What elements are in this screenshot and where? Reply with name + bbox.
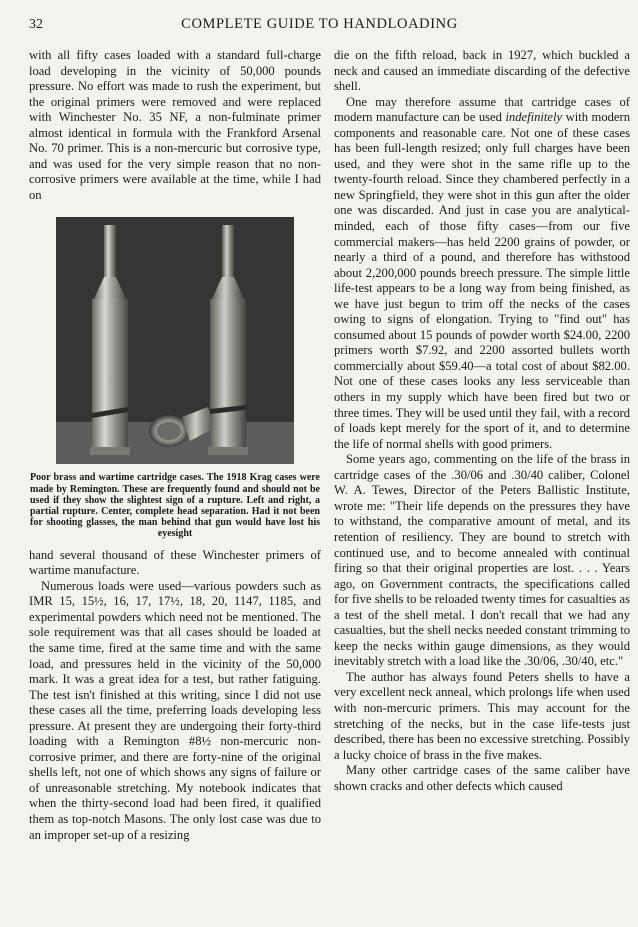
running-head: COMPLETE GUIDE TO HANDLOADING	[181, 16, 458, 32]
paragraph: The author has always found Peters shells to have a very excellent neck anneal, which prolongs life when used with non-mercuric primers. This may account for the stretching of the necks, but in the case life-tests just described, there has been no excessive stretching. Possibly a lucky choice of brass in the five makes.	[334, 669, 630, 762]
paragraph: with all fifty cases loaded with a standard full-charge load developing in the vicinity of 50,000 pounds pressure. No effort was made to rush the experiment, but the original primers were removed and were replaced with Winchester No. 35 NF, a non-fulminate primer almost identical in formula with the Frankford Arsenal No. 70 primer. This is a non-mercuric but corrosive type, and was used for the very simple reason that no non-corrosive primers were available at the time, while I had on	[29, 48, 321, 202]
paragraph: Many other cartridge cases of the same caliber have shown cracks and other defects which caused	[334, 763, 630, 793]
paragraph: Numerous loads were used—various powders such as IMR 15, 15½, 16, 17, 17½, 18, 20, 1147, 1185, and experimental powders which need not be mentioned. The sole requirement was that all cases should be loaded at the same time, fired at the same time and with the same load, and pressures held in the vicinity of the 50,000 mark. It was a great idea for a test, but rather fatiguing. The test isn't finished at this writing, since I did not use these cases all the time, preferring loads developing less pressure. At present they are undergoing their forty-third loading with a Remington #8½ non-mercuric non-corrosive primer, and there are forty-nine of the original shells left, not one of which shows any signs of failure or of unreasonable stretching. My notebook indicates that when the thirty-second load had been fired, it qualified them as top-notch Masons. The only lost case was due to an improper set-up of a resizing	[29, 578, 321, 842]
paragraph-text: One may therefore assume that cartridge cases of modern manufacture can be used	[334, 94, 630, 125]
paragraph	[334, 95, 630, 453]
paragraph: die on the fifth reload, back in 1927, which buckled a neck and caused an immediate discarding of the defective shell.	[334, 48, 630, 94]
right-column	[334, 48, 630, 794]
paragraph-text: with modern components and reasonable care. Not one of these cases has been full-length resized; only full charges have been used, and they were shot in the same rifle up to the twenty-fourth reload. Since they chambered perfectly in a new Springfield, they were shot in this gun after the older one was discarded. And just in case you are analytical-minded, each of those fifty cases—from our five commercial makers—has held 2200 grains of powder, or nearly a third of a pound, and therefore has withstood about 2,200,000 pounds breech pressure. The simple little life-test appears to be a long way from being finished, as we have just begun to trim off the necks of the cases owing to signs of elongation. Trying to "find out" has consumed about 15 pounds of powder worth $24.00, 2200 primers worth $7.92, and 2200 assorted bullets worth commercially about $59.40—a total cost of about $82.00. Not one of these cases looks any less serviceable than others in my supply which have been fired but two or three times. They will be used until they fail, with a record of loads kept merely for the sport of it, and to determine the life of normal shells with good primers.	[334, 110, 630, 451]
emphasis: indefinitely	[505, 110, 563, 125]
left-column	[29, 48, 321, 843]
paragraph: hand several thousand of these Winchester primers of wartime manufacture.	[29, 547, 321, 578]
paragraph: Some years ago, commenting on the life of the brass in cartridge cases of the .30/06 and .30/40 caliber, Colonel W. A. Tewes, Director of the Peters Ballistic Institute, wrote me: "Their life depends on the pressures they have to withstand, the comparative amount of metal, and its retention of resiliency. They are bound to stretch with continued use, and to become annealed with continual firing so that their original properties are lost. . . . Years ago, on Government contracts, the specifications called for five shells to be reloaded twenty times for casualties as a test of the shell metal. I don't recall that we had any casualties, but the shell necks needed constant trimming to keep the necks within gauge dimensions, as they would inevitably stretch with a load like the .30/06, .30/40, etc."	[334, 452, 630, 669]
cartridge-cases-photo	[56, 217, 294, 464]
figure-caption: Poor brass and wartime cartridge cases. The 1918 Krag cases were made by Remington. These are frequently found and should not be used if they show the slightest sign of a rupture. Left and right, a partial rupture. Center, complete head separation. Had it not been for shooting glasses, the man behind that gun would have lost his eyesight	[30, 472, 320, 540]
figure	[29, 217, 321, 539]
page-header	[29, 16, 616, 40]
page-number: 32	[29, 17, 43, 32]
